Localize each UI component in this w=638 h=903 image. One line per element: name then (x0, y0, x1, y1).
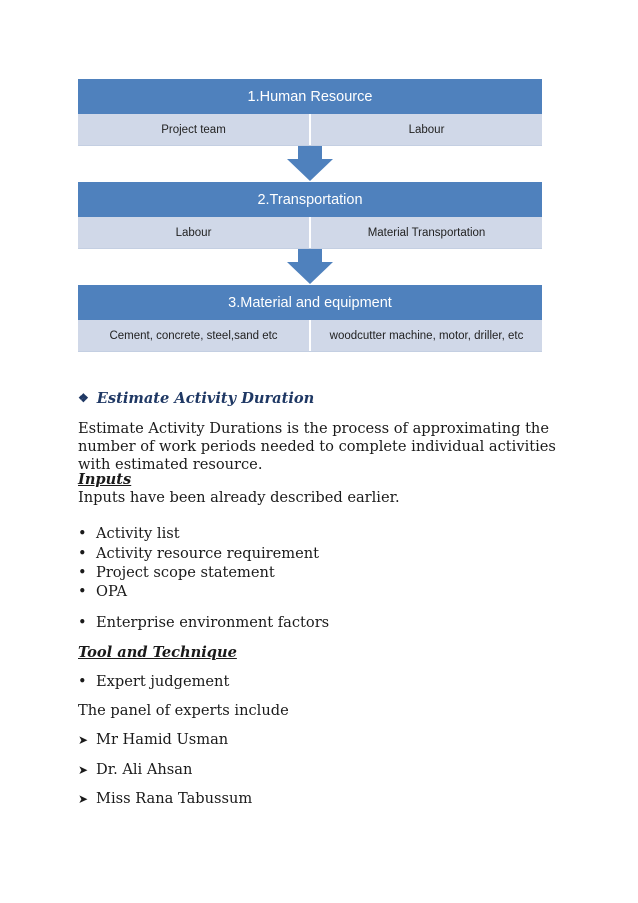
list-item: ➤ Dr. Ali Ahsan (78, 761, 193, 778)
bullet-icon: • (78, 583, 87, 600)
block-cell-right: Material Transportation (309, 217, 542, 248)
list-item: • Activity resource requirement (78, 545, 319, 562)
block-title: 3.Material and equipment (78, 285, 542, 320)
block-title: 1.Human Resource (78, 79, 542, 114)
list-item: • Expert judgement (78, 673, 230, 690)
diamond-bullet-icon: ❖ (78, 391, 89, 405)
flow-block-transportation (78, 182, 542, 249)
bullet-icon: • (78, 614, 87, 631)
list-item: • Activity list (78, 525, 180, 542)
panel-text: The panel of experts include (78, 702, 289, 719)
section-heading-text: Estimate Activity Duration (96, 390, 315, 407)
block-cell-right: woodcutter machine, motor, driller, etc (309, 320, 542, 351)
block-title: 2.Transportation (78, 182, 542, 217)
down-arrow-icon (78, 146, 542, 182)
flow-block-human-resource (78, 79, 542, 146)
bullet-icon: • (78, 673, 87, 690)
list-item: ➤ Mr Hamid Usman (78, 731, 229, 748)
arrow-bullet-icon: ➤ (78, 792, 89, 806)
block-cell-left: Cement, concrete, steel,sand etc (109, 329, 278, 342)
block-cell-right: Labour (309, 114, 542, 145)
tool-heading: Tool and Technique (78, 644, 237, 661)
list-item: • OPA (78, 583, 127, 600)
block-cell-left: Labour (175, 226, 212, 239)
arrow-bullet-icon: ➤ (78, 733, 89, 747)
inputs-heading: Inputs (78, 471, 132, 488)
down-arrow-icon (78, 249, 542, 285)
section-paragraph: Estimate Activity Durations is the process of approximating the number of work periods needed to complete individual activities with estimated resource. (78, 420, 556, 473)
bullet-icon: • (78, 564, 87, 581)
list-item: • Enterprise environment factors (78, 614, 330, 631)
flow-block-material-equipment (78, 285, 542, 352)
resource-flow-diagram (78, 79, 542, 352)
list-item: ➤ Miss Rana Tabussum (78, 790, 253, 807)
arrow-bullet-icon: ➤ (78, 763, 89, 777)
bullet-icon: • (78, 545, 87, 562)
block-cell-left: Project team (161, 123, 226, 136)
section-heading (78, 390, 558, 408)
list-item: • Project scope statement (78, 564, 275, 581)
inputs-text: Inputs have been already described earlier. (78, 489, 400, 506)
bullet-icon: • (78, 525, 87, 542)
